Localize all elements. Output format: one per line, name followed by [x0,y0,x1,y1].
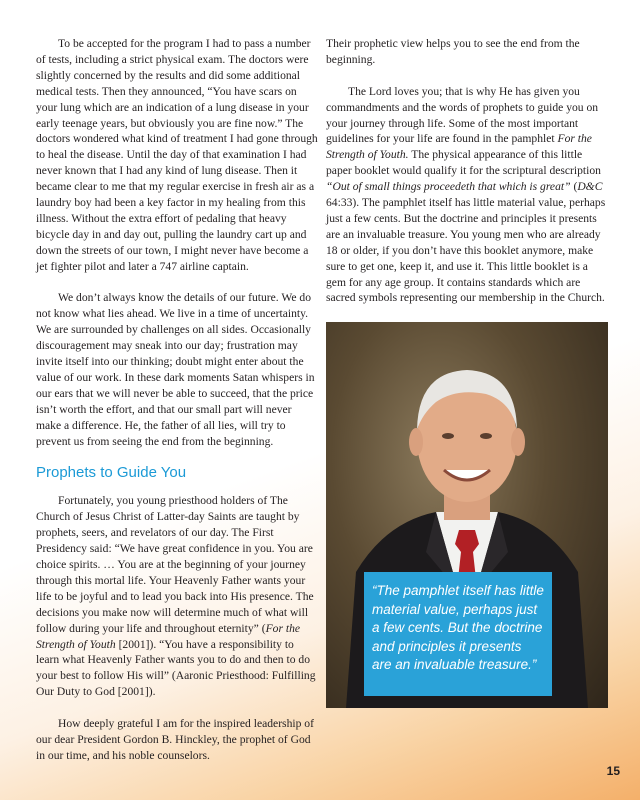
paragraph-medical-exam: To be accepted for the program I had to pass a number of tests, including a strict physical exam. The doctors were slightly concerned by the results and did some additional medical tests. Then they announced, “You have scars on your lung which are an indication of a lung disease in your early teenage years, but obviously you are fine now.” The doctors wondered what kind of treatment I had gone through to heal the disease. Until the day of that examination I had never known that I had any kind of lung disease. Then it became clear to me that my regular exercise in fresh air as a laundry boy had been a key factor in my healing from this illness. Without the extra effort of pedaling that heavy bicycle day in and day out, pulling the laundry cart up and down the streets of our town, I might never have become a jet fighter pilot and later a 747 airline captain. [36,37,318,273]
paragraph-gratitude: How deeply grateful I am for the inspired leadership of our dear President Gordon B. Hinckley, the prophet of God in our time, and his noble counselors. [36,717,314,762]
paragraph-prophetic-view: Their prophetic view helps you to see the end from the beginning. [326,37,580,66]
scripture-reference: D&C [577,180,603,194]
paragraph-pamphlet: The Lord loves you; that is why He has given you commandments and the words of prophets to guide you on your journey through life. Some of the most important guidelines for your life are found in the pamphlet For the Strength of Youth. The physical appearance of this little paper booklet would qualify it for the scriptural description “Out of small things proceedeth that which is great” (D&C 64:33). The pamphlet itself has little material value, perhaps just a few cents. But the doctrine and principles it presents are an invaluable treasure. You young men who are already 18 or older, if you don’t have this booklet anymore, make sure to get one, keep it, and use it. This little booklet is a gem for any age group. It contains standards which are sacred symbols representing our membership in the Church. [326,84,606,305]
section-heading: Prophets to Guide You [36,464,187,482]
scripture-quote: “Out of small things proceedeth that which is great” [326,180,571,194]
citation: For the Strength of Youth. [326,132,592,162]
right-column [326,36,608,322]
pull-quote: “The pamphlet itself has little material value, perhaps just a few cents. But the doctrine and principles it presents are an invaluable treasure.” [364,572,552,696]
left-column [36,36,318,780]
paragraph-first-presidency: Fortunately, you young priesthood holders of The Church of Jesus Christ of Latter-day Saints are taught by prophets, seers, and revelators of our day. The First Presidency said: “We have great confidence in you. You are choice spirits. … You are at the beginning of your journey through this mortal life. Your Heavenly Father wants your life to be joyful and to lead you back into His presence. The decisions you make now will determine much of what will follow during your life and throughout eternity” (For the Strength of Youth [2001]). “You have a responsibility to learn what Heavenly Father wants you to do and then to do your best to follow His will” (Aaronic Priesthood: Fulfilling Our Duty to God [2001]). [36,494,316,699]
citation: For the Strength of Youth [36,621,301,651]
paragraph-uncertain-future: We don’t always know the details of our future. We do not know what lies ahead. We live in a time of uncertainty. We are surrounded by challenges on all sides. Occasionally discouragement may sneak into our day; frustration may invite itself into our thinking; doubt might enter about the value of our work. In these dark moments Satan whispers in our ears that we will never be able to succeed, that the price isn’t worth the effort, and that our small part will never make a difference. He, the father of all lies, will try to prevent us from seeing the end from the beginning. [36,291,315,448]
page-number: 15 [606,764,620,778]
